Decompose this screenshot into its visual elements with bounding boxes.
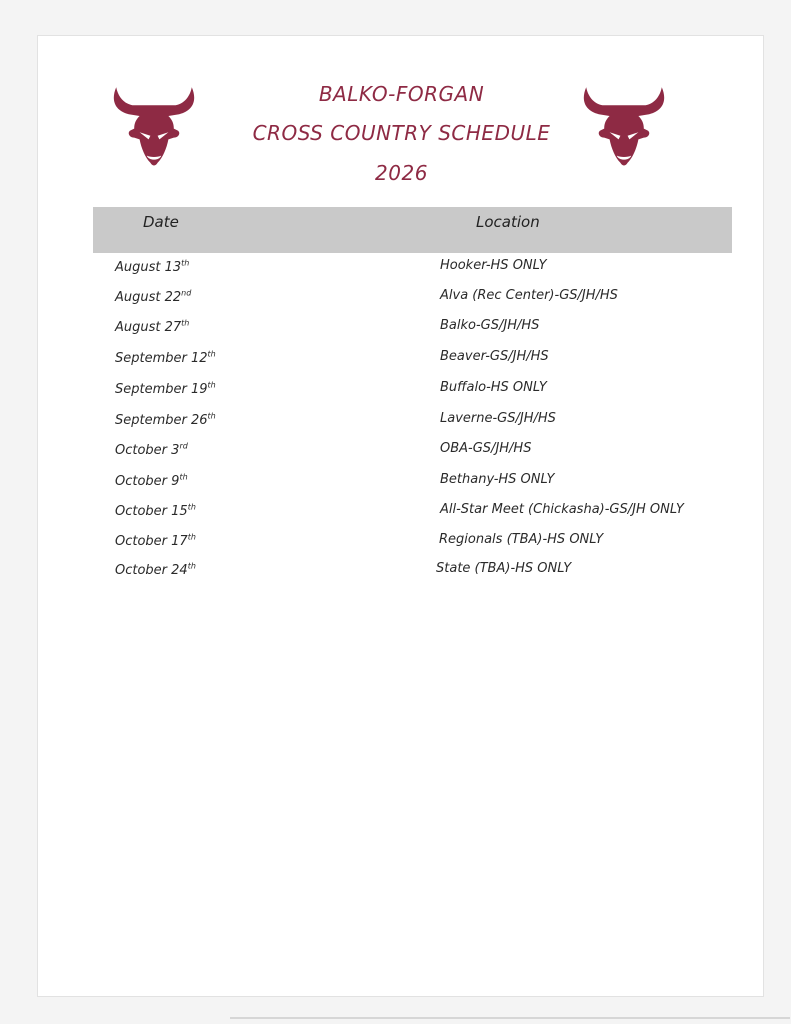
row-date — [115, 443, 188, 458]
date-text: August 22 — [115, 290, 182, 305]
title-school: BALKO-FORGAN — [318, 82, 485, 106]
row-location: Buffalo-HS ONLY — [440, 380, 547, 395]
date-text: October 15 — [115, 504, 188, 519]
row-date — [115, 474, 188, 489]
row-location: Beaver-GS/JH/HS — [440, 349, 549, 364]
date-text: August 27 — [115, 320, 182, 335]
row-date — [115, 320, 189, 335]
date-ordinal-suffix: th — [207, 349, 216, 359]
date-text: August 13 — [115, 260, 182, 275]
row-date — [115, 351, 216, 366]
header-date: Date — [143, 213, 179, 231]
date-text: September 26 — [115, 413, 208, 428]
table-header — [93, 207, 732, 253]
date-text: October 9 — [115, 474, 180, 489]
row-location: OBA-GS/JH/HS — [440, 441, 532, 456]
row-location: Balko-GS/JH/HS — [440, 318, 540, 333]
date-ordinal-suffix: th — [187, 502, 196, 512]
row-date — [115, 563, 196, 578]
title-schedule: CROSS COUNTRY SCHEDULE — [252, 121, 551, 145]
date-ordinal-suffix: th — [207, 380, 216, 390]
row-location: Hooker-HS ONLY — [440, 258, 547, 273]
row-location: Alva (Rec Center)-GS/JH/HS — [440, 288, 618, 303]
row-location: Laverne-GS/JH/HS — [440, 411, 556, 426]
date-text: October 3 — [115, 443, 180, 458]
date-ordinal-suffix: th — [207, 411, 216, 421]
date-ordinal-suffix: rd — [179, 441, 188, 451]
date-ordinal-suffix: th — [181, 318, 190, 328]
date-ordinal-suffix: th — [187, 532, 196, 542]
row-date — [115, 413, 216, 428]
row-date — [115, 534, 196, 549]
header-location: Location — [476, 213, 540, 231]
row-date — [115, 260, 189, 275]
date-text: October 17 — [115, 534, 188, 549]
date-text: September 19 — [115, 382, 208, 397]
row-date — [115, 382, 216, 397]
date-ordinal-suffix: th — [187, 561, 196, 571]
date-text: September 12 — [115, 351, 208, 366]
row-location: Regionals (TBA)-HS ONLY — [439, 532, 604, 547]
date-text: October 24 — [115, 563, 188, 578]
row-location: All-Star Meet (Chickasha)-GS/JH ONLY — [440, 502, 684, 517]
date-ordinal-suffix: th — [179, 472, 188, 482]
date-ordinal-suffix: nd — [181, 288, 192, 298]
schedule-page — [37, 35, 764, 997]
row-date — [115, 504, 196, 519]
title-year: 2026 — [375, 161, 428, 185]
scan-edge-line — [230, 1017, 790, 1019]
row-location: State (TBA)-HS ONLY — [436, 561, 572, 576]
row-date — [115, 290, 191, 305]
row-location: Bethany-HS ONLY — [440, 472, 555, 487]
date-ordinal-suffix: th — [181, 258, 190, 268]
